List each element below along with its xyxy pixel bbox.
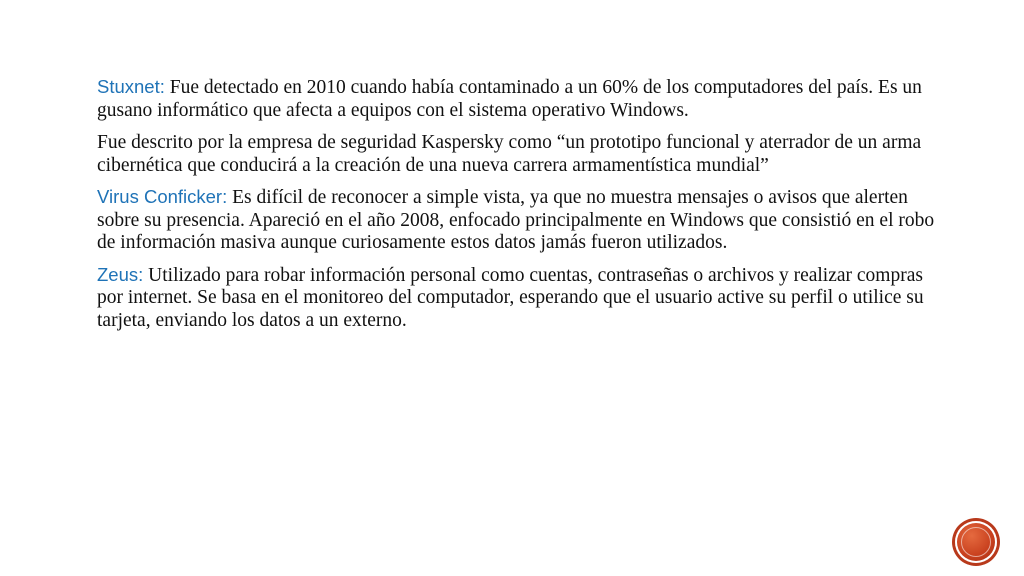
paragraph-conficker-text: Es difícil de reconocer a simple vista, ya que no muestra mensajes o avisos que alerten sobre su presencia. Apareció en el año 2008, enfocado principalmente en Windows que consistió en el robo de información masiva aunque curiosamente estos datos jamás fueron utilizados. <box>97 187 935 253</box>
paragraph-kaspersky-quote-text: Fue descrito por la empresa de seguridad Kaspersky como “un prototipo funcional y aterrador de un arma cibernética que conducirá a la creación de una nueva carrera armamentística mundial” <box>97 132 922 176</box>
paragraph-stuxnet <box>97 76 937 122</box>
paragraph-zeus-text: Utilizado para robar información personal como cuentas, contraseñas o archivos y realizar compras por internet. Se basa en el monitoreo del computador, esperando que el usuario active su perfil o utilice su tarjeta, enviando los datos a un externo. <box>97 264 924 331</box>
paragraph-zeus <box>97 264 937 333</box>
term-zeus: Zeus: <box>97 263 144 285</box>
badge-ring <box>961 527 991 557</box>
slide-body <box>97 76 937 341</box>
paragraph-kaspersky-quote <box>97 131 937 177</box>
slide-number-circle-icon <box>955 521 997 563</box>
term-stuxnet: Stuxnet: <box>97 76 165 97</box>
paragraph-conficker <box>97 186 937 255</box>
paragraph-stuxnet-text: Fue detectado en 2010 cuando había contaminado a un 60% de los computadores del país. Es un gusano informático que afecta a equipos con el sistema operativo Windows. <box>97 77 922 121</box>
term-conficker: Virus Conficker: <box>97 186 228 207</box>
